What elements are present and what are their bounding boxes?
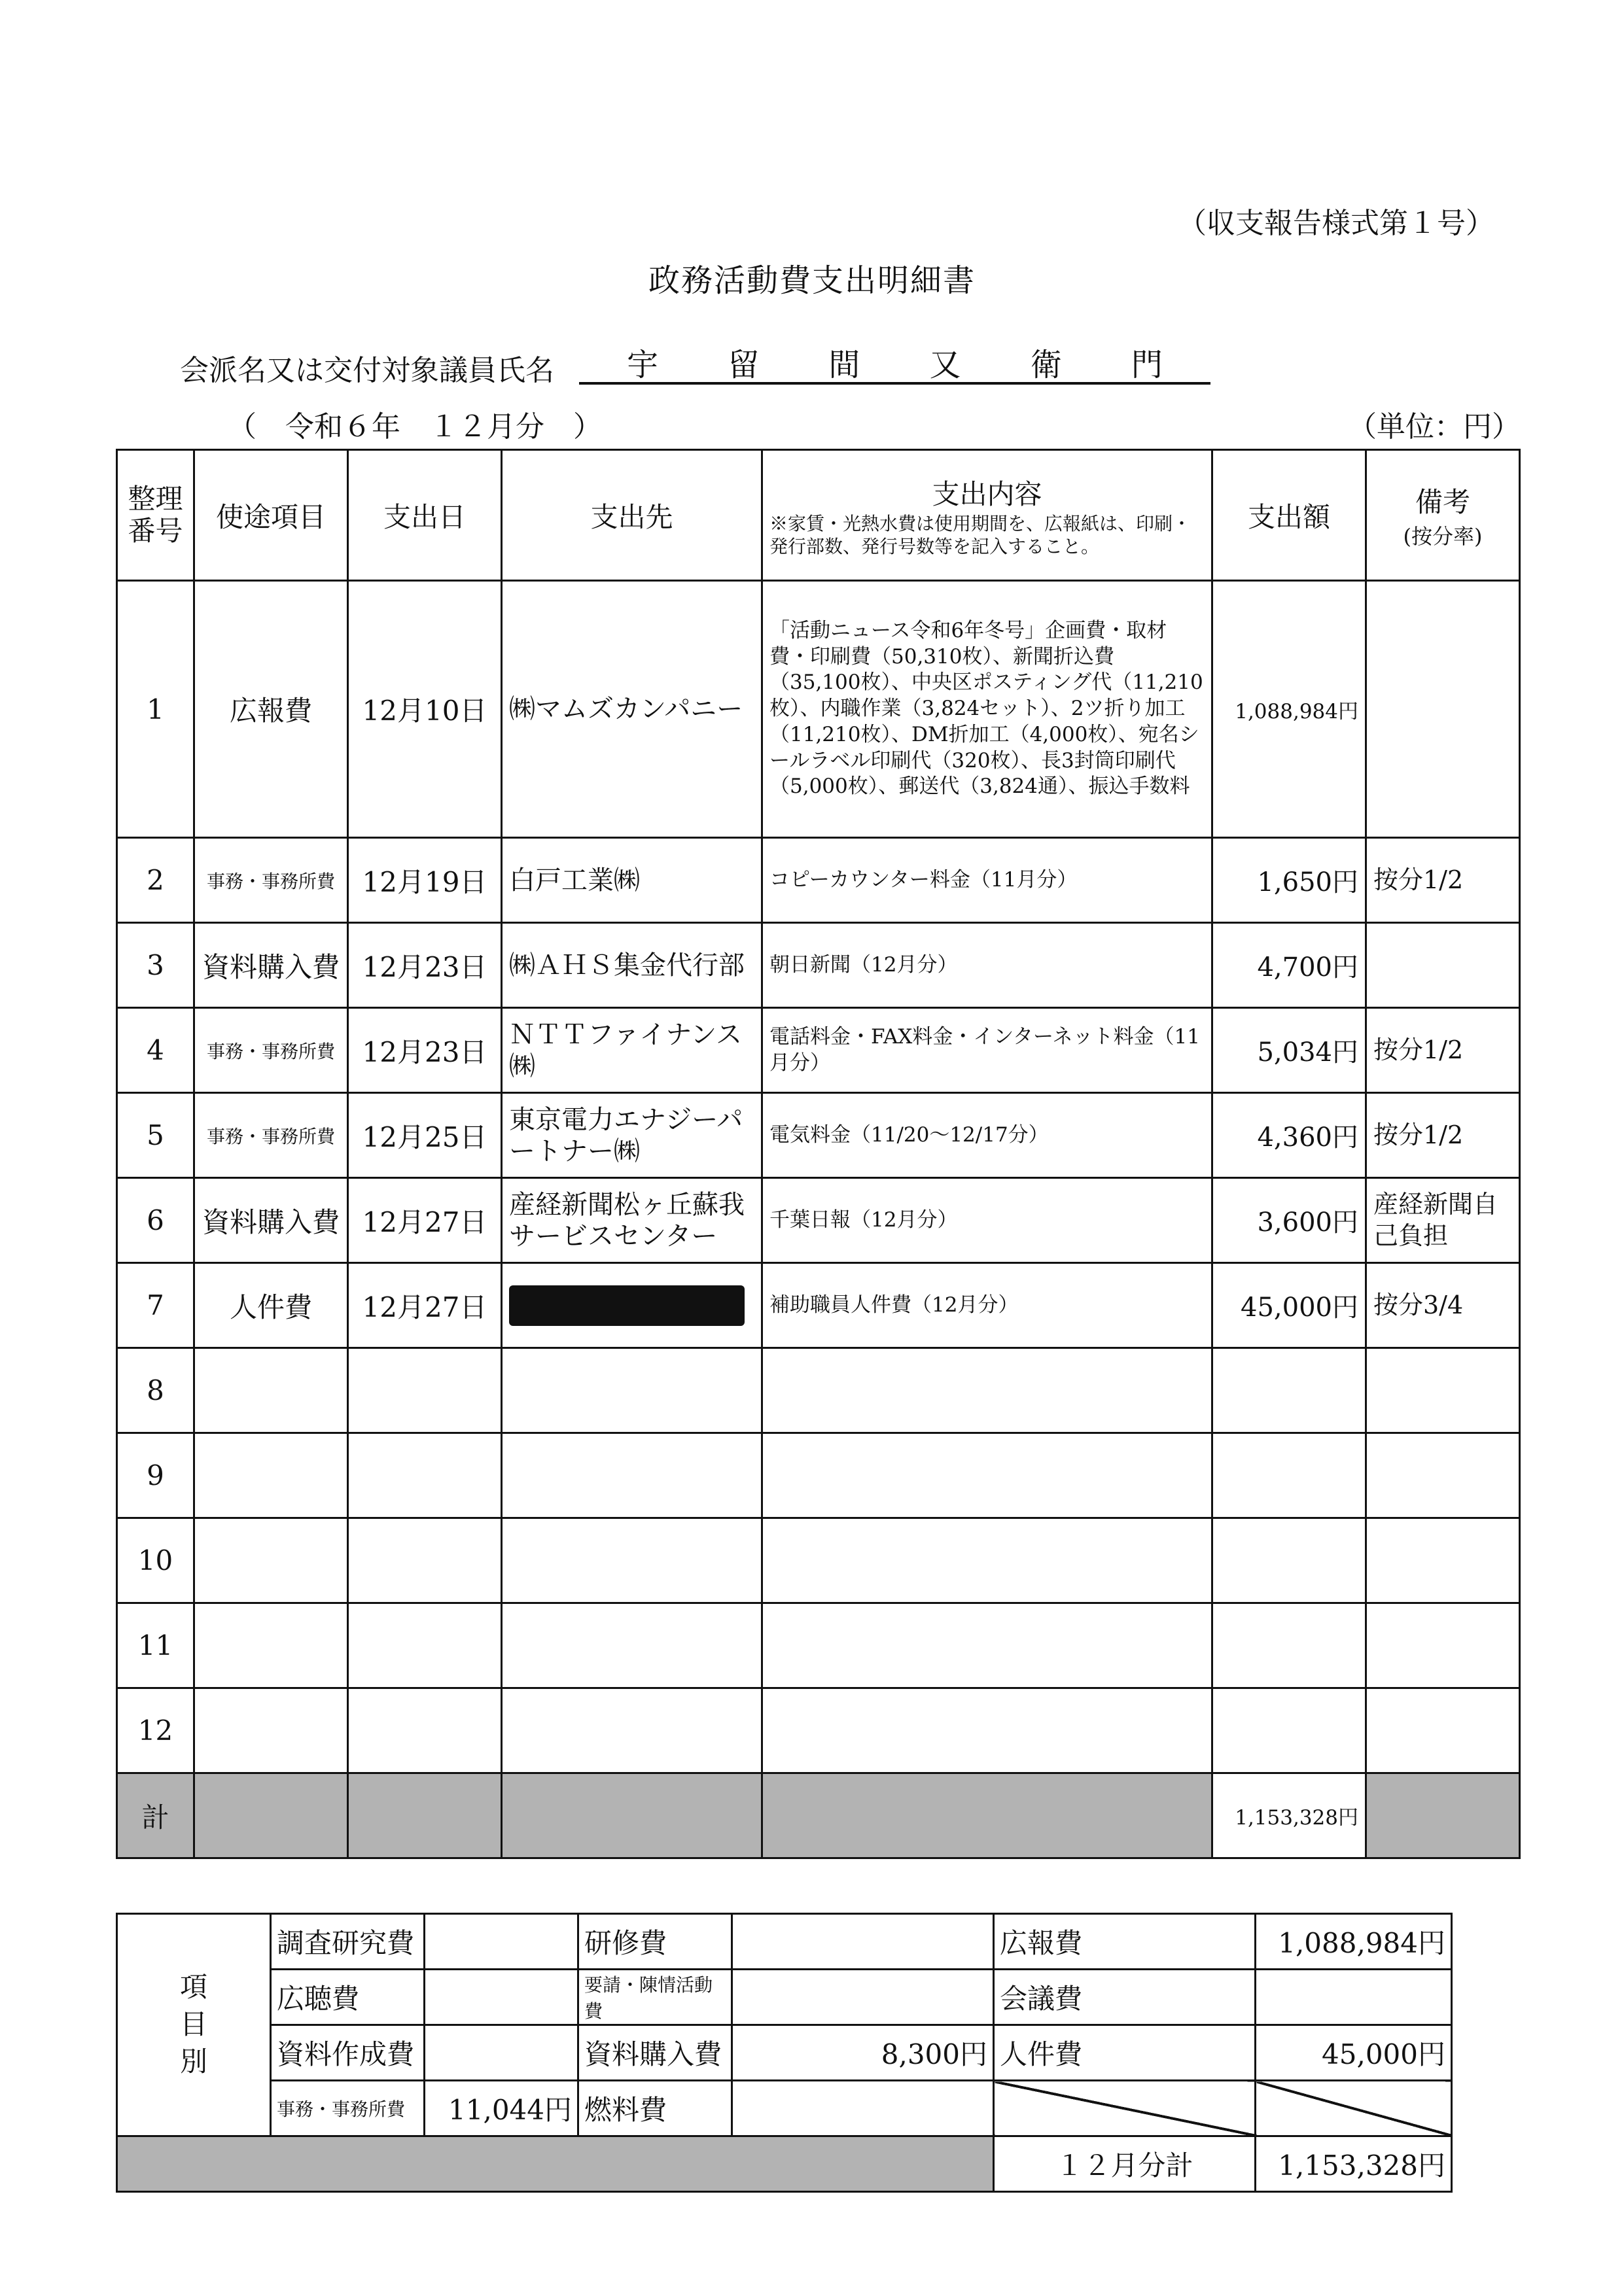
- row-date: 12月10日: [348, 581, 502, 838]
- header-date: 支出日: [348, 450, 502, 581]
- row-payee: ㈱ＡＨＳ集金代行部: [502, 923, 762, 1008]
- header-remarks: [1366, 450, 1520, 581]
- row-remarks: [1366, 923, 1520, 1008]
- unit-label: （単位：円）: [1348, 410, 1521, 444]
- row-no: 5: [117, 1093, 194, 1178]
- total-row: [117, 1773, 1520, 1858]
- row-remarks: 按分1/2: [1366, 1008, 1520, 1093]
- row-no: 8: [117, 1348, 194, 1433]
- summary-diagonal-cell: [1256, 2081, 1452, 2136]
- summary-petition-amount: [732, 1970, 994, 2025]
- header-row: [117, 450, 1520, 581]
- summary-document-purchase-label: 資料購入費: [578, 2025, 732, 2081]
- summary-document-creation-amount: [425, 2025, 578, 2081]
- summary-training-amount: [732, 1914, 994, 1970]
- summary-office-amount: 11,044円: [425, 2081, 578, 2136]
- table-row: [117, 1178, 1520, 1263]
- summary-side-label: 項目別: [117, 1914, 271, 2136]
- row-content: 補助職員人件費（12月分）: [762, 1263, 1212, 1348]
- row-amount: 45,000円: [1212, 1263, 1366, 1348]
- summary-personnel-label: 人件費: [994, 2025, 1256, 2081]
- row-no: 4: [117, 1008, 194, 1093]
- total-label: 計: [117, 1773, 194, 1858]
- row-category: 資料購入費: [194, 923, 348, 1008]
- row-remarks: [1366, 581, 1520, 838]
- row-remarks: 産経新聞自己負担: [1366, 1178, 1520, 1263]
- member-label: 会派名又は交付対象議員氏名: [180, 354, 554, 387]
- row-date: 12月27日: [348, 1263, 502, 1348]
- header-remarks-title: 備考: [1415, 485, 1470, 518]
- expense-table: [116, 449, 1521, 1859]
- row-content: 朝日新聞（12月分）: [762, 923, 1212, 1008]
- summary-document-creation-label: 資料作成費: [271, 2025, 425, 2081]
- header-remarks-sub: (按分率): [1403, 523, 1483, 549]
- row-category: 事務・事務所費: [194, 1093, 348, 1178]
- row-no: 1: [117, 581, 194, 838]
- row-date: 12月25日: [348, 1093, 502, 1178]
- header-category: 使途項目: [194, 450, 348, 581]
- table-row: [117, 1008, 1520, 1093]
- header-content: [762, 450, 1212, 581]
- summary-petition-label: 要請・陳情活動費: [578, 1970, 732, 2025]
- table-row: [117, 1093, 1520, 1178]
- row-date: 12月23日: [348, 1008, 502, 1093]
- row-category: 広報費: [194, 581, 348, 838]
- table-row: [117, 1433, 1520, 1518]
- row-amount: 4,700円: [1212, 923, 1366, 1008]
- row-no: 11: [117, 1603, 194, 1688]
- table-row: [117, 1518, 1520, 1603]
- table-row: [117, 923, 1520, 1008]
- summary-diagonal-cell: [994, 2081, 1256, 2136]
- row-remarks: 按分1/2: [1366, 1093, 1520, 1178]
- summary-fuel-amount: [732, 2081, 994, 2136]
- form-code: （収支報告様式第１号）: [1178, 207, 1494, 240]
- row-no: 2: [117, 838, 194, 923]
- row-amount: 5,034円: [1212, 1008, 1366, 1093]
- row-payee: [502, 1263, 762, 1348]
- row-category: 人件費: [194, 1263, 348, 1348]
- row-no: 3: [117, 923, 194, 1008]
- member-name-char: 留: [728, 346, 760, 383]
- summary-hearing-label: 広聴費: [271, 1970, 425, 2025]
- summary-meeting-amount: [1256, 1970, 1452, 2025]
- row-amount: 4,360円: [1212, 1093, 1366, 1178]
- row-amount: 1,088,984円: [1212, 581, 1366, 838]
- row-no: 10: [117, 1518, 194, 1603]
- row-amount: 1,650円: [1212, 838, 1366, 923]
- redaction-bar: [509, 1285, 745, 1326]
- row-content: 電話料金・FAX料金・インターネット料金（11月分）: [762, 1008, 1212, 1093]
- header-amount: 支出額: [1212, 450, 1366, 581]
- total-amount: 1,153,328円: [1212, 1773, 1366, 1858]
- member-name: [579, 341, 1210, 385]
- member-name-char: 衛: [1030, 346, 1062, 383]
- row-no: 12: [117, 1688, 194, 1773]
- row-payee: ＮＴＴファイナンス㈱: [502, 1008, 762, 1093]
- row-date: 12月23日: [348, 923, 502, 1008]
- period: （ 令和６年 １２月分 ）: [228, 410, 602, 444]
- summary-fuel-label: 燃料費: [578, 2081, 732, 2136]
- table-row: [117, 1348, 1520, 1433]
- member-name-char: 宇: [627, 346, 659, 383]
- category-summary-table: [116, 1913, 1453, 2193]
- header-payee: 支出先: [502, 450, 762, 581]
- table-row: [117, 1263, 1520, 1348]
- row-remarks: 按分1/2: [1366, 838, 1520, 923]
- summary-personnel-amount: 45,000円: [1256, 2025, 1452, 2081]
- row-no: 9: [117, 1433, 194, 1518]
- summary-meeting-label: 会議費: [994, 1970, 1256, 2025]
- row-content: コピーカウンター料金（11月分）: [762, 838, 1212, 923]
- summary-investigation-amount: [425, 1914, 578, 1970]
- page-title: 政務活動費支出明細書: [648, 262, 976, 299]
- row-no: 7: [117, 1263, 194, 1348]
- table-row: [117, 1603, 1520, 1688]
- row-content: 電気料金（11/20～12/17分）: [762, 1093, 1212, 1178]
- row-date: 12月19日: [348, 838, 502, 923]
- member-name-char: 又: [929, 346, 961, 383]
- summary-office-label: 事務・事務所費: [271, 2081, 425, 2136]
- row-category: 事務・事務所費: [194, 838, 348, 923]
- summary-pr-amount: 1,088,984円: [1256, 1914, 1452, 1970]
- table-row: [117, 581, 1520, 838]
- row-content: 千葉日報（12月分）: [762, 1178, 1212, 1263]
- header-content-note: ※家賃・光熱水費は使用期間を、広報紙は、印刷・発行部数、発行号数等を記入すること。: [769, 512, 1192, 557]
- summary-investigation-label: 調査研究費: [271, 1914, 425, 1970]
- row-payee: 産経新聞松ヶ丘蘇我サービスセンター: [502, 1178, 762, 1263]
- row-remarks: 按分3/4: [1366, 1263, 1520, 1348]
- row-date: 12月27日: [348, 1178, 502, 1263]
- row-payee: 白戸工業㈱: [502, 838, 762, 923]
- summary-month-total-amount: 1,153,328円: [1256, 2136, 1452, 2192]
- row-category: 資料購入費: [194, 1178, 348, 1263]
- header-no: 整理番号: [117, 450, 194, 581]
- row-amount: 3,600円: [1212, 1178, 1366, 1263]
- member-name-char: 間: [828, 346, 860, 383]
- row-payee: ㈱マムズカンパニー: [502, 581, 762, 838]
- header-content-title: 支出内容: [932, 478, 1042, 510]
- table-row: [117, 838, 1520, 923]
- summary-training-label: 研修費: [578, 1914, 732, 1970]
- table-row: [117, 1688, 1520, 1773]
- row-no: 6: [117, 1178, 194, 1263]
- member-name-char: 門: [1131, 346, 1163, 383]
- row-payee: 東京電力エナジーパートナー㈱: [502, 1093, 762, 1178]
- summary-hearing-amount: [425, 1970, 578, 2025]
- summary-document-purchase-amount: 8,300円: [732, 2025, 994, 2081]
- row-content: 「活動ニュース令和6年冬号」企画費・取材費・印刷費（50,310枚）、新聞折込費（35,100枚）、中央区ポスティング代（11,210枚）、内職作業（3,824セット）、2ツ折り加工（11,210枚）、DM折加工（4,000枚）、宛名シールラベル印刷代（320枚）、長3封筒印刷代（5,000枚）、郵送代（3,824通）、振込手数料: [762, 581, 1212, 838]
- summary-month-total-label: １２月分計: [994, 2136, 1256, 2192]
- row-category: 事務・事務所費: [194, 1008, 348, 1093]
- summary-pr-label: 広報費: [994, 1914, 1256, 1970]
